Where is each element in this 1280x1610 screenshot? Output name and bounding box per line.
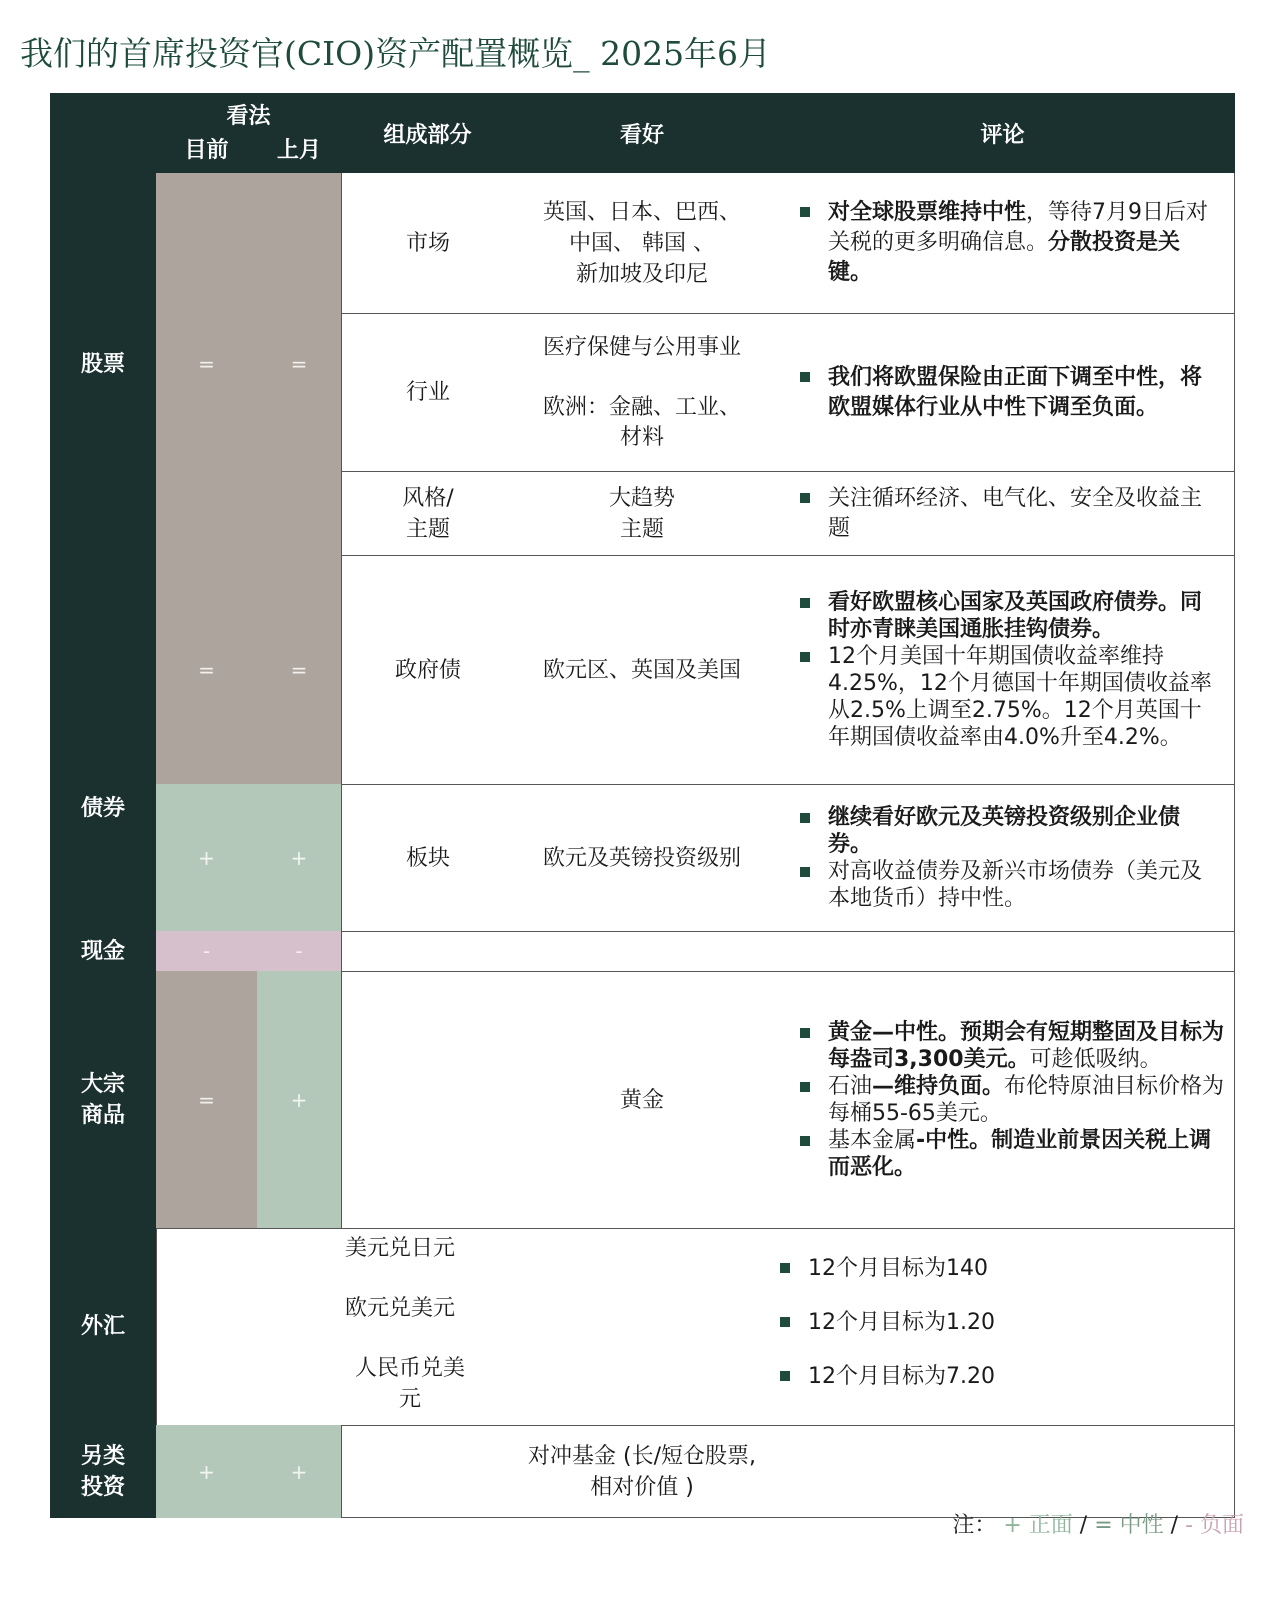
category-commodities: 大宗 商品 [50, 971, 156, 1228]
cash-current-view: - [156, 931, 257, 971]
equities-current-view: = [156, 173, 257, 555]
fx-row [156, 1228, 1235, 1425]
legend-negative: - 负面 [1185, 1513, 1244, 1538]
commodities-last-view: + [257, 971, 341, 1228]
bonds-sector-current-view: + [156, 784, 257, 931]
asset-allocation-table [50, 93, 1235, 1524]
bonds-govt-last-view: = [257, 555, 341, 784]
bonds-govt-comment: 看好欧盟核心国家及英国政府债券。同时亦青睐美国通胀挂钩债券。 12个月美国十年期国债收益率维持4.25%，12个月德国十年期国债收益率从2.5%上调至2.75%。12个月英国十年期国债收益率由4.0%升至4.2%。 [770, 555, 1235, 784]
category-alternatives: 另类 投资 [50, 1425, 156, 1518]
equities-last-view: = [257, 173, 341, 555]
fx-comment: 12个月目标为140 [780, 1254, 1180, 1284]
equities-sector-comment: 我们将欧盟保险由正面下调至中性，将欧盟媒体行业从中性下调至负面。 [770, 313, 1235, 471]
legend-prefix: 注： [952, 1513, 997, 1538]
header-view-group [156, 93, 341, 173]
equities-style-component: 风格/ 主题 [341, 471, 514, 555]
fx-pair: 欧元兑美元 [345, 1296, 456, 1321]
equities-sector-component: 行业 [341, 313, 514, 471]
alternatives-preferred: 对冲基金 (长/短仓股票, 相对价值 ) [514, 1425, 770, 1518]
category-bonds: 债券 [50, 555, 156, 931]
commodities-current-view: = [156, 971, 257, 1228]
commodities-comment: 黄金—中性。预期会有短期整固及目标为每盎司3,300美元。可趁低吸纳。 石油—维持负面。布伦特原油目标价格为每桶55-65美元。 基本金属-中性。制造业前景因关税上调而恶化。 [770, 971, 1235, 1228]
alternatives-component [341, 1425, 514, 1518]
commodities-component [341, 971, 514, 1228]
bonds-sector-preferred: 欧元及英镑投资级别 [514, 784, 770, 931]
equities-market-comment: 对全球股票维持中性，等待7月9日后对关税的更多明确信息。分散投资是关键。 [770, 173, 1235, 313]
header-corner [50, 93, 156, 173]
fx-pair: 人民币兑美元 [354, 1356, 465, 1412]
equities-market-preferred: 英国、日本、巴西、 中国、 韩国 、 新加坡及印尼 [542, 199, 741, 287]
category-cash: 现金 [50, 931, 156, 971]
cash-empty-row [341, 931, 1235, 971]
legend-note: 注： + 正面 / = 中性 / - 负面 [952, 1513, 1244, 1538]
bonds-govt-current-view: = [156, 555, 257, 784]
equities-style-comment: 关注循环经济、电气化、安全及收益主题 [770, 471, 1235, 555]
bonds-sector-comment: 继续看好欧元及英镑投资级别企业债券。 对高收益债券及新兴市场债券（美元及本地货币）持中性。 [770, 784, 1235, 931]
cash-last-view: - [257, 931, 341, 971]
header-preferred: 看好 [514, 93, 770, 173]
category-equities: 股票 [50, 173, 156, 555]
fx-comment: 12个月目标为1.20 [780, 1308, 1180, 1338]
equities-style-preferred: 大趋势 主题 [514, 471, 770, 555]
fx-comment: 12个月目标为7.20 [780, 1362, 1180, 1392]
bonds-sector-component: 板块 [341, 784, 514, 931]
equities-sector-preferred: 医疗保健与公用事业 欧洲：金融、工业、 材料 [514, 313, 770, 471]
legend-positive: + 正面 [1003, 1513, 1073, 1538]
header-current: 目前 [184, 137, 229, 163]
bonds-govt-component: 政府债 [341, 555, 514, 784]
fx-pair: 美元兑日元 [345, 1236, 456, 1261]
bonds-sector-last-view: + [257, 784, 341, 931]
header-component: 组成部分 [341, 93, 514, 173]
header-last-month: 上月 [276, 137, 321, 163]
commodities-preferred: 黄金 [514, 971, 770, 1228]
legend-neutral: = 中性 [1094, 1513, 1164, 1538]
bonds-govt-preferred: 欧元区、英国及美国 [514, 555, 770, 784]
page-title: 我们的首席投资官(CIO)资产配置概览_ 2025年6月 [20, 34, 772, 73]
equities-market-component: 市场 [341, 173, 514, 313]
alternatives-last-view: + [257, 1425, 341, 1518]
header-comment: 评论 [770, 93, 1235, 173]
alternatives-current-view: + [156, 1425, 257, 1518]
header-view: 看法 [226, 103, 271, 129]
category-fx: 外汇 [50, 1228, 156, 1425]
alternatives-comment [770, 1425, 1235, 1518]
